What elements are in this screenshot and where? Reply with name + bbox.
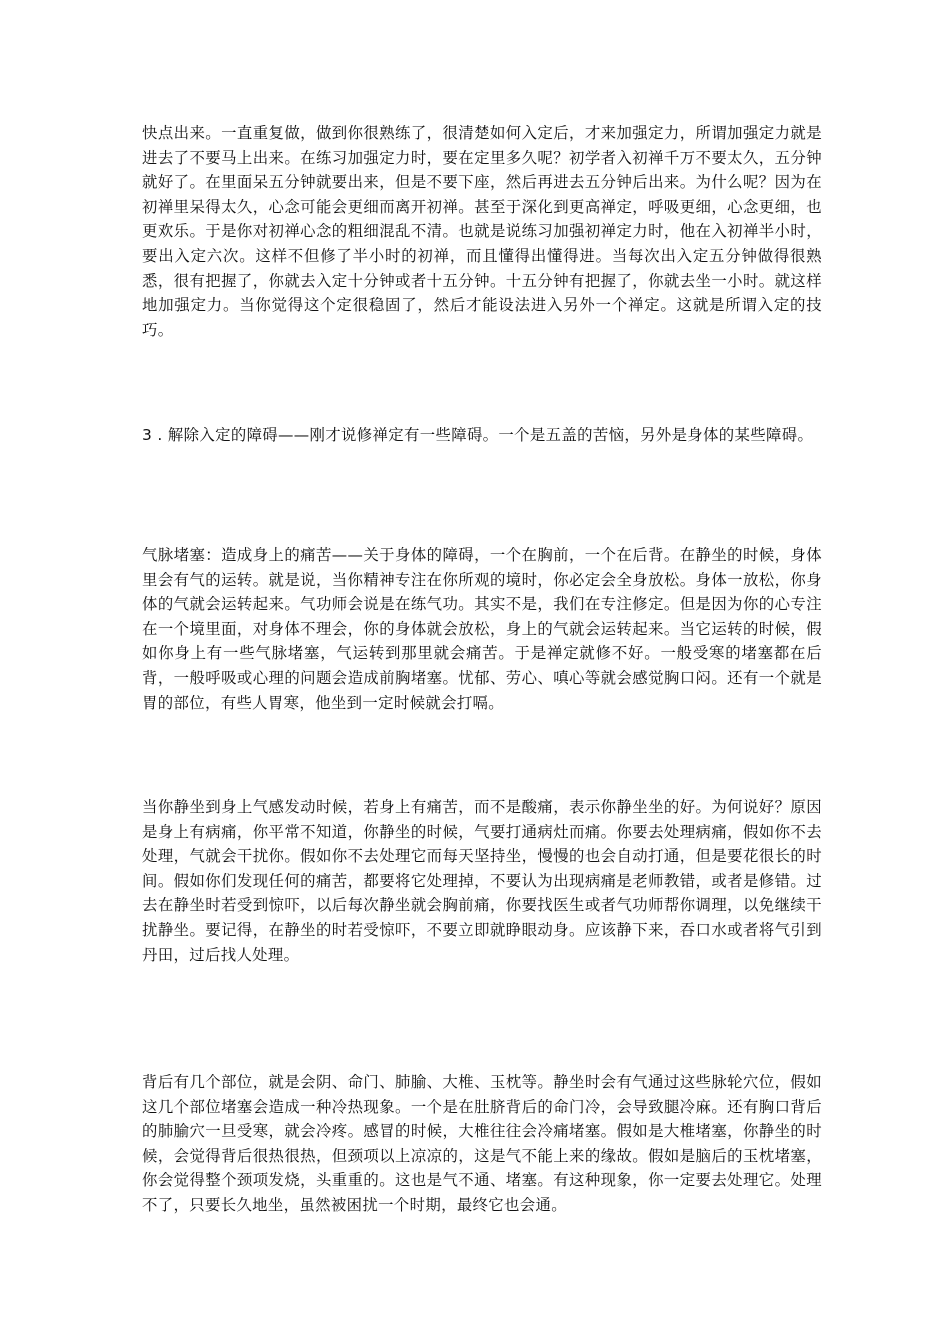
paragraph-back-points: 背后有几个部位，就是会阴、命门、肺腧、大椎、玉枕等。静坐时会有气通过这些脉轮穴位，假如这几个部位堵塞会造成一种冷热现象。一个是在肚脐背后的命门冷，会导致腿冷麻。还有胸口背后的肺腧穴一旦受寒，就会冷疼。感冒的时候，大椎往往会冷痛堵塞。假如是大椎堵塞，你静坐的时候，会觉得背后很热很热，但颈项以上凉凉的，这是气不能上来的缘故。假如是脑后的玉枕堵塞，你会觉得整个颈项发烧，头重重的。这也是气不通、堵塞。有这种现象，你一定要去处理它。处理不了，只要长久地坐，虽然被困扰一个时期，最终它也会通。 xyxy=(142,1073,822,1214)
paragraph-removing-obstacles: 3 . 解除入定的障碍——刚才说修禅定有一些障碍。一个是五盖的苦恼，另外是身体的某些障碍。 xyxy=(142,426,814,444)
paragraph-channel-blockage: 气脉堵塞：造成身上的痛苦——关于身体的障碍，一个在胸前，一个在后背。在静坐的时候，身体里会有气的运转。就是说，当你精神专注在你所观的境时，你必定会全身放松。身体一放松，你身体的气就会运转起来。气功师会说是在练气功。其实不是，我们在专注修定。但是因为你的心专注在一个境里面，对身体不理会，你的身体就会放松，身上的气就会运转起来。当它运转的时候，假如你身上有一些气脉堵塞，气运转到那里就会痛苦。于是禅定就修不好。一般受寒的堵塞都在后背，一般呼吸或心理的问题会造成前胸堵塞。忧郁、劳心、嗔心等就会感觉胸口闷。还有一个就是胃的部位，有些人胃寒，他坐到一定时候就会打嗝。 xyxy=(142,546,822,712)
paragraph-entering-samadhi-technique: 快点出来。一直重复做，做到你很熟练了，很清楚如何入定后，才来加强定力，所谓加强定力就是进去了不要马上出来。在练习加强定力时，要在定里多久呢？初学者入初禅千万不要太久，五分钟就好了。在里面呆五分钟就要出来，但是不要下座，然后再进去五分钟后出来。为什么呢？因为在初禅里呆得太久，心念可能会更细而离开初禅。甚至于深化到更高禅定，呼吸更细，心念更细，也更欢乐。于是你对初禅心念的粗细混乱不清。也就是说练习加强初禅定力时，他在入初禅半小时，要出入定六次。这样不但修了半小时的初禅，而且懂得出懂得进。当每次出入定五分钟做得很熟悉，很有把握了，你就去入定十分钟或者十五分钟。十五分钟有把握了，你就去坐一小时。就这样地加强定力。当你觉得这个定很稳固了，然后才能设法进入另外一个禅定。这就是所谓入定的技巧。 xyxy=(142,124,822,339)
paragraph-pain-during-meditation: 当你静坐到身上气感发动时候，若身上有痛苦，而不是酸痛，表示你静坐坐的好。为何说好？原因是身上有病痛，你平常不知道，你静坐的时候，气要打通病灶而痛。你要去处理病痛，假如你不去处理，气就会干扰你。假如你不去处理它而每天坚持坐，慢慢的也会自动打通，但是要花很长的时间。假如你们发现任何的痛苦，都要将它处理掉，不要认为出现病痛是老师教错，或者是修错。过去在静坐时若受到惊吓，以后每次静坐就会胸前痛，你要找医生或者气功师帮你调理，以免继续干扰静坐。要记得，在静坐的时若受惊吓，不要立即就睁眼动身。应该静下来，吞口水或者将气引到丹田，过后找人处理。 xyxy=(142,798,822,964)
